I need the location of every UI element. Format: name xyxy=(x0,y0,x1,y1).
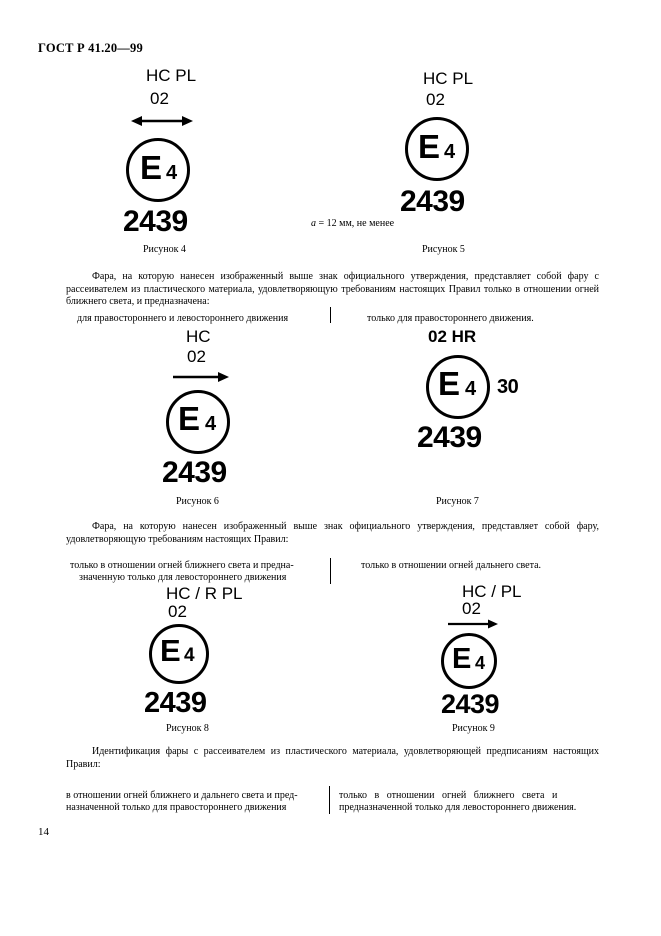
fig5-e-letter: E xyxy=(418,128,441,165)
fig8-approval-number: 2439 xyxy=(144,687,207,719)
row3-left-line1: в отношении огней ближнего и дальнего света и пред- xyxy=(66,790,298,801)
fig4-country-code: 4 xyxy=(166,162,178,184)
right-arrow-icon xyxy=(448,618,498,630)
fig9-marking: HC / PL xyxy=(462,582,522,601)
fig8-marking: HC / R PL xyxy=(166,584,243,603)
double-arrow-icon xyxy=(131,115,193,127)
fig5-series: 02 xyxy=(426,90,445,109)
paragraph-2: Фара, на которую нанесен изображенный выше знак официального утверждения, представляет собой фару, удовлетворяющую требованиям настоящих Правил: xyxy=(66,521,599,545)
fig7-marking: 02 HR xyxy=(428,327,477,346)
fig4-marking: HC PL xyxy=(146,66,197,85)
row1-divider xyxy=(330,307,331,323)
fig6-caption: Рисунок 6 xyxy=(176,496,219,507)
paragraph-1: Фара, на которую нанесен изображенный выше знак официального утверждения, представляет собой фару с рассеивателем из пластического материала, удовлетворяющую требованиям настоящих Правил только в отношении огней ближнего света, и предназначена: xyxy=(66,271,599,308)
fig8-series: 02 xyxy=(168,602,187,621)
row3-right-line2: предназначенной только для левостороннего движения. xyxy=(339,802,577,813)
fig5-marking: HC PL xyxy=(423,69,474,88)
fig5-dimension-var: a xyxy=(311,218,316,229)
fig4-series: 02 xyxy=(150,89,169,108)
fig6-marking: HC xyxy=(186,327,211,346)
fig5-country-code: 4 xyxy=(444,141,456,163)
fig9-series: 02 xyxy=(462,599,481,618)
fig5-caption: Рисунок 5 xyxy=(422,244,465,255)
fig7-additional-code: 30 xyxy=(497,376,519,398)
page-number: 14 xyxy=(38,826,49,838)
fig4-approval-number: 2439 xyxy=(123,205,188,238)
fig7-approval-number: 2439 xyxy=(417,421,482,454)
document-code: ГОСТ Р 41.20—99 xyxy=(38,41,143,55)
row2-left-line2: значенную только для левостороннего движения xyxy=(79,572,287,583)
fig9-country-code: 4 xyxy=(475,653,486,673)
fig5-approval-number: 2439 xyxy=(400,185,465,218)
row2-left-line1: только в отношении огней ближнего света и предна- xyxy=(70,560,294,571)
fig7-country-code: 4 xyxy=(465,378,477,400)
fig8-e-letter: E xyxy=(160,633,181,668)
fig5-dimension-note xyxy=(311,218,394,229)
row2-right-text: только в отношении огней дальнего света. xyxy=(361,560,542,571)
fig9-approval-number: 2439 xyxy=(441,689,500,719)
row1-right-text: только для правостороннего движения. xyxy=(367,313,534,324)
fig6-approval-number: 2439 xyxy=(162,456,227,489)
fig6-series: 02 xyxy=(187,347,206,366)
fig8-country-code: 4 xyxy=(184,645,195,666)
fig8-caption: Рисунок 8 xyxy=(166,723,209,734)
row1-left-text: для правостороннего и левостороннего движения xyxy=(77,313,289,324)
fig6-country-code: 4 xyxy=(205,413,217,435)
fig5-dimension-text: = 12 мм, не менее xyxy=(316,218,395,229)
fig9-e-letter: E xyxy=(452,643,472,675)
row3-right-line1: только в отношении огней ближнего света и xyxy=(339,790,558,801)
right-arrow-icon xyxy=(173,371,229,383)
fig4-caption: Рисунок 4 xyxy=(143,244,186,255)
row2-divider xyxy=(330,558,331,584)
fig6-e-letter: E xyxy=(178,400,201,437)
fig7-e-letter: E xyxy=(438,365,461,402)
fig7-caption: Рисунок 7 xyxy=(436,496,479,507)
fig9-caption: Рисунок 9 xyxy=(452,723,495,734)
row3-left-line2: назначенной только для правостороннего движения xyxy=(66,802,287,813)
paragraph-3: Идентификация фары с рассеивателем из пластического материала, удовлетворяющей предписаниям настоящих Правил: xyxy=(66,746,599,770)
row3-divider xyxy=(329,786,330,814)
fig4-e-letter: E xyxy=(140,149,163,186)
